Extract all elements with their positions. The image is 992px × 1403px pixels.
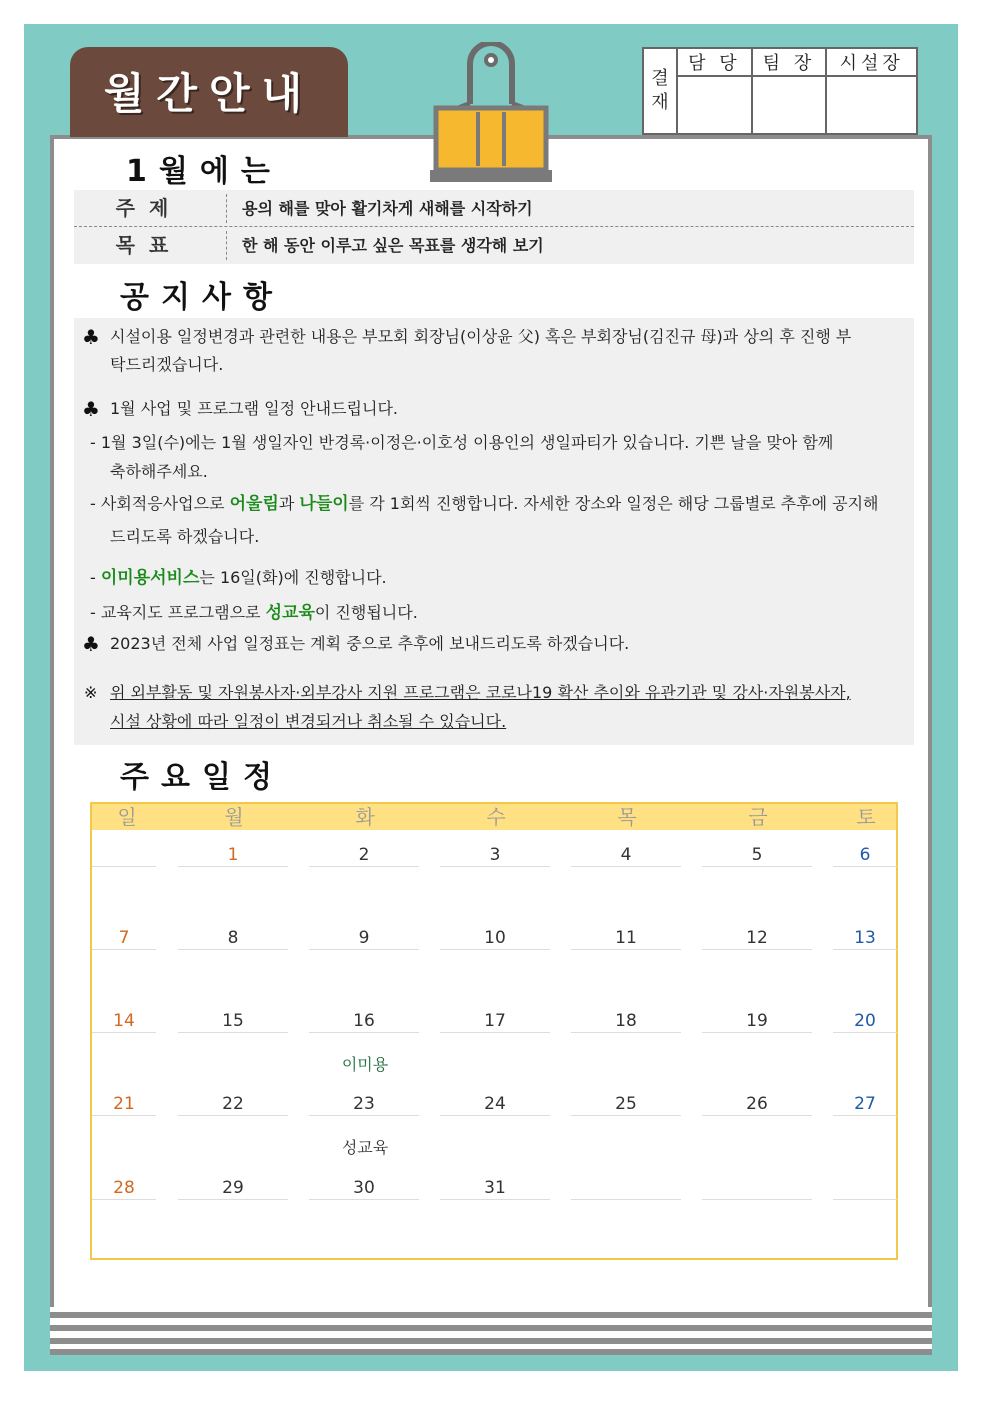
notice-sub-4-line: [90, 602, 906, 624]
approval-col-director: 시설장: [826, 48, 917, 76]
approval-col-manager: 담 당: [677, 48, 752, 76]
calendar-day-cell: 14: [92, 1010, 156, 1033]
highlight-nadeuri: 나들이: [299, 494, 349, 514]
schedule-heading: 주요일정: [120, 760, 284, 795]
binder-clip-icon: [430, 42, 552, 187]
event-beauty-service: 이미용: [341, 1055, 389, 1074]
page-title: 월간안내: [103, 69, 315, 118]
calendar-day-cell: 17: [440, 1010, 550, 1033]
notice-sub-2-pre: - 사회적응사업으로: [90, 494, 230, 513]
calendar-day-cell: 15: [178, 1010, 288, 1033]
goal-label: 목표: [115, 233, 183, 257]
weekday-tue: 화: [355, 805, 375, 829]
highlight-eoullim: 어울림: [229, 494, 279, 514]
schedule-calendar: [90, 802, 898, 1260]
reference-mark-icon: ※: [84, 683, 98, 702]
calendar-day-cell: 7: [92, 927, 156, 950]
weekday-fri: 금: [748, 805, 768, 829]
notice-sub-2-mid: 과: [278, 494, 300, 513]
paper-stack-gap: [50, 1318, 932, 1325]
notice-heading: 공지사항: [120, 280, 284, 315]
paper-stack-line: [50, 1349, 932, 1355]
approval-col-team-lead: 팀 장: [752, 48, 827, 76]
notice-sub-4-pre: - 교육지도 프로그램으로: [90, 603, 266, 622]
notice-note-line-2: 시설 상황에 따라 일정이 변경되거나 취소될 수 있습니다.: [110, 712, 507, 731]
notice-sub-2-line-1: [90, 493, 906, 515]
weekday-thu: 목: [617, 805, 637, 829]
approval-side-label-1: 결: [651, 68, 669, 89]
calendar-day-cell: 18: [571, 1010, 681, 1033]
notice-box: [74, 318, 914, 745]
calendar-day-cell: [702, 1177, 812, 1200]
notice-note-line-1: 위 외부활동 및 자원봉사자·외부강사 지원 프로그램은 코로나19 확산 추이와 유관기관 및 강사·자원봉사자,: [110, 683, 851, 702]
highlight-beauty-service: 이미용서비스: [100, 568, 200, 588]
weekday-wed: 수: [486, 805, 506, 829]
goal-text: 한 해 동안 이루고 싶은 목표를 생각해 보기: [242, 236, 544, 255]
theme-label: 주제: [115, 196, 183, 220]
notice-sub-2-post: 를 각 1회씩 진행합니다. 자세한 장소와 일정은 해당 그룹별로 추후에 공지해: [348, 494, 879, 513]
calendar-day-cell: 1: [178, 844, 288, 867]
calendar-day-cell: 3: [440, 844, 550, 867]
calendar-day-cell: 2: [309, 844, 419, 867]
notice-item-1-line-1: 시설이용 일정변경과 관련한 내용은 부모회 회장님(이상윤 父) 혹은 부회장님(김진규 母)과 상의 후 진행 부: [110, 327, 852, 346]
club-bullet-icon: ♣: [82, 397, 100, 421]
calendar-day-cell: 5: [702, 844, 812, 867]
notice-item-2-text: 1월 사업 및 프로그램 일정 안내드립니다.: [110, 399, 398, 418]
notice-sub-3-pre: -: [90, 568, 101, 587]
calendar-day-cell: 26: [702, 1093, 812, 1116]
approval-table: [642, 47, 918, 135]
weekday-sun: 일: [117, 805, 137, 829]
calendar-day-cell: 19: [702, 1010, 812, 1033]
theme-divider: [226, 194, 227, 223]
goal-row: [74, 227, 914, 264]
title-tab: [70, 47, 348, 137]
calendar-day-cell: 4: [571, 844, 681, 867]
approval-sign-manager[interactable]: [677, 76, 752, 134]
calendar-day-cell: [833, 1177, 897, 1200]
calendar-day-cell: 30: [309, 1177, 419, 1200]
calendar-day-cell: 21: [92, 1093, 156, 1116]
notice-sub-1-line-1: - 1월 3일(수)에는 1월 생일자인 반경록·이정은·이호성 이용인의 생일파티가 있습니다. 기쁜 날을 맞아 함께: [90, 433, 834, 452]
calendar-day-cell: [571, 1177, 681, 1200]
calendar-day-cell: 29: [178, 1177, 288, 1200]
notice-sub-1-line-2: 축하해주세요.: [110, 462, 208, 481]
weekday-mon: 월: [224, 805, 244, 829]
club-bullet-icon: ♣: [82, 325, 100, 349]
theme-text: 용의 해를 맞아 활기차게 새해를 시작하기: [242, 199, 533, 218]
approval-sign-director[interactable]: [826, 76, 917, 134]
club-bullet-icon: ♣: [82, 632, 100, 656]
notice-item-3-text: 2023년 전체 사업 일정표는 계획 중으로 추후에 보내드리도록 하겠습니다.: [110, 634, 630, 653]
notice-sub-4-post: 이 진행됩니다.: [314, 603, 418, 622]
calendar-day-cell: 24: [440, 1093, 550, 1116]
calendar-day-cell: 13: [833, 927, 897, 950]
calendar-day-cell: 25: [571, 1093, 681, 1116]
calendar-day-cell: 31: [440, 1177, 550, 1200]
calendar-weekday-header: [92, 804, 896, 830]
goal-divider: [226, 231, 227, 260]
calendar-day-cell: 20: [833, 1010, 897, 1033]
calendar-day-cell: 16: [309, 1010, 419, 1033]
theme-row: [74, 190, 914, 227]
calendar-day-cell: [92, 844, 156, 867]
approval-side-label-2: 재: [651, 92, 669, 113]
calendar-day-cell: 10: [440, 927, 550, 950]
calendar-day-cell: 11: [571, 927, 681, 950]
approval-side-label: [643, 48, 677, 134]
notice-sub-3-line: [90, 567, 906, 589]
calendar-day-cell: 22: [178, 1093, 288, 1116]
notice-sub-3-post: 는 16일(화)에 진행합니다.: [199, 568, 387, 587]
highlight-sex-education: 성교육: [265, 603, 315, 623]
paper-stack-gap: [50, 1331, 932, 1338]
month-heading: 1월에는: [126, 154, 282, 189]
calendar-day-cell: 6: [833, 844, 897, 867]
event-sex-education: 성교육: [341, 1138, 389, 1157]
calendar-day-cell: 8: [178, 927, 288, 950]
calendar-day-cell: 23: [309, 1093, 419, 1116]
notice-sub-2-line-2: 드리도록 하겠습니다.: [110, 527, 260, 546]
calendar-day-cell: 27: [833, 1093, 897, 1116]
approval-sign-team-lead[interactable]: [752, 76, 827, 134]
calendar-day-cell: 12: [702, 927, 812, 950]
calendar-day-cell: 9: [309, 927, 419, 950]
notice-item-1-line-2: 탁드리겠습니다.: [110, 355, 224, 374]
theme-goal-box: [74, 190, 914, 264]
weekday-sat: 토: [856, 805, 876, 829]
calendar-day-cell: 28: [92, 1177, 156, 1200]
